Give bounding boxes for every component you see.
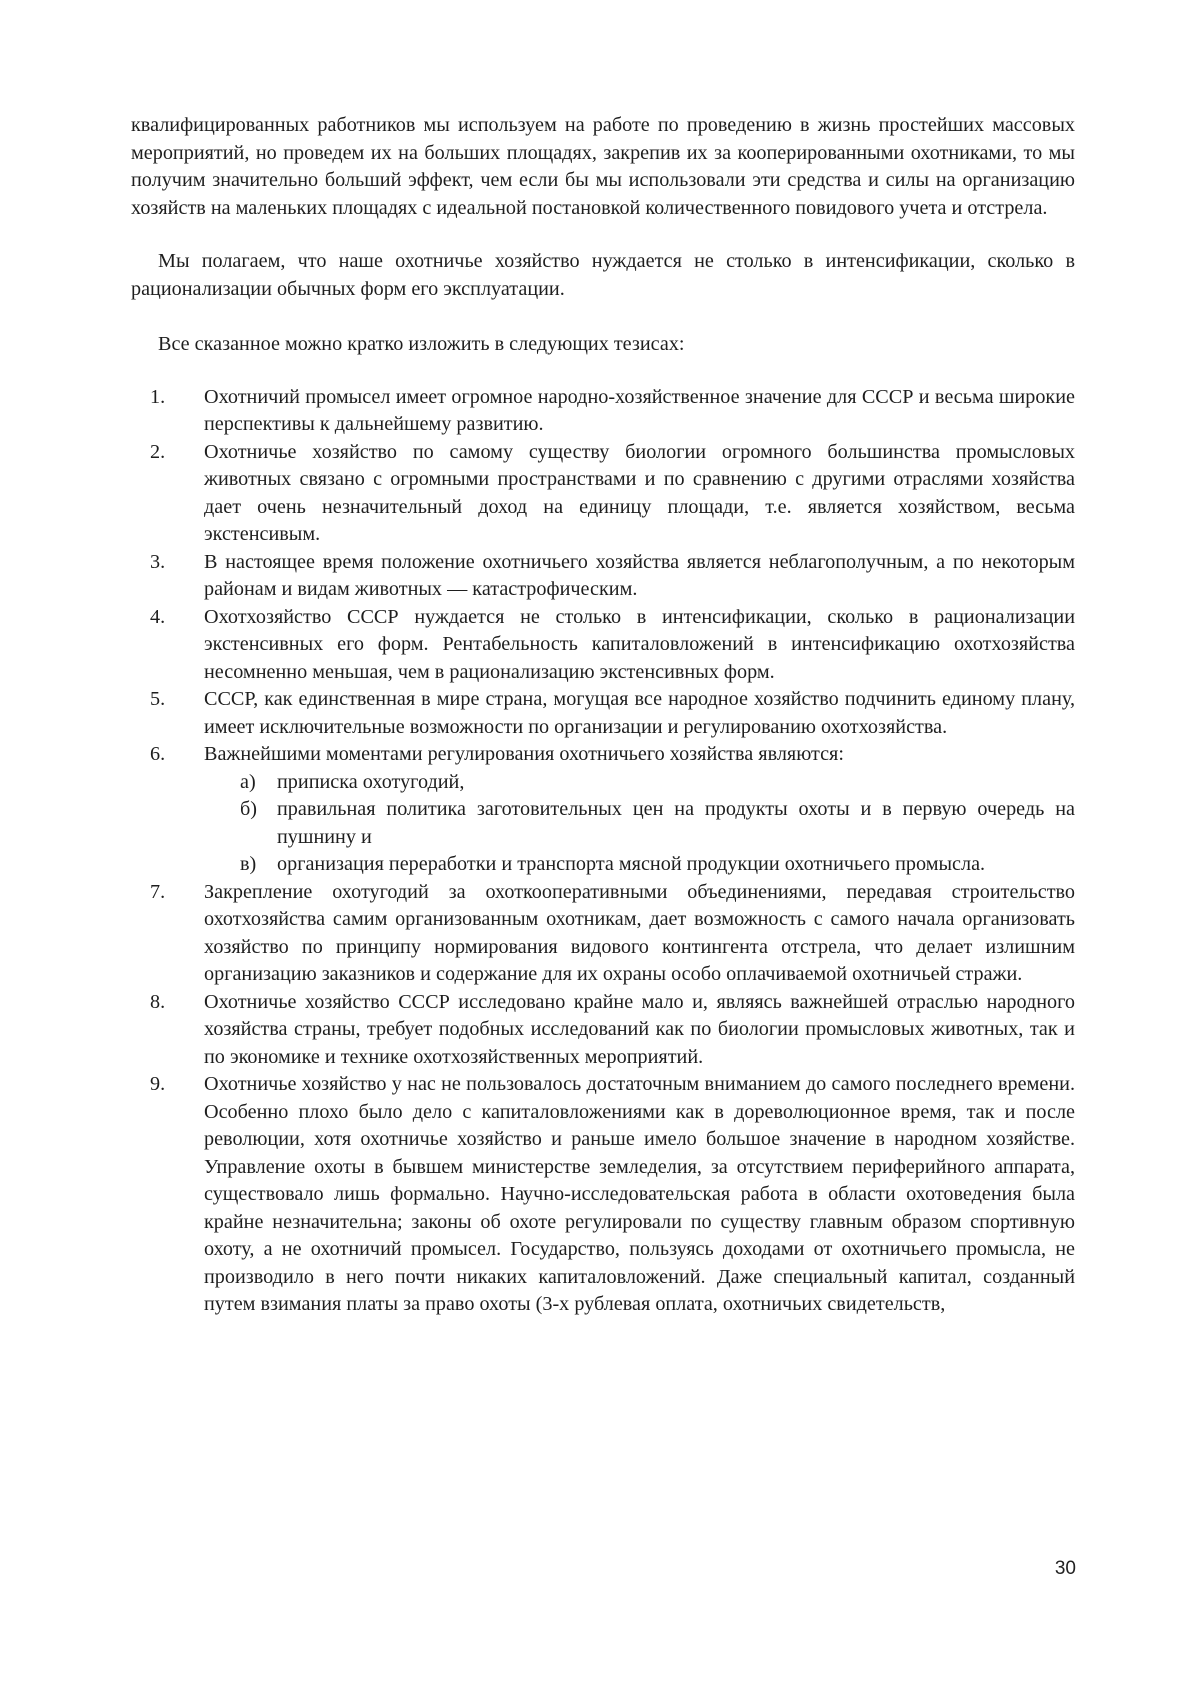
thesis-item — [131, 741, 1075, 879]
thesis-number: 8. — [150, 990, 166, 1013]
thesis-item — [131, 686, 1075, 741]
thesis-number: 6. — [150, 743, 166, 765]
sub-item-text: приписка охотугодий, — [277, 770, 465, 793]
thesis-number: 9. — [150, 1073, 166, 1095]
thesis-number: 4. — [150, 605, 166, 628]
sub-item-text: правильная политика заготовительных цен на продукты охоты и в первую очередь на пушнину и — [277, 798, 1075, 848]
thesis-text: СССР, как единственная в мире страна, могущая все народное хозяйство подчинить единому плану, имеет исключительные возможности по организации и регулированию охотхозяйства. — [204, 688, 1075, 738]
thesis-item — [131, 439, 1075, 549]
thesis-text: Охотхозяйство СССР нуждается не столько в интенсификации, сколько в рационализации экстенсивных его форм. Рентабельность капиталовложений в интенсификацию охотхозяйства несомненно меньшая, чем в рационализацию экстенсивных форм. — [204, 605, 1075, 683]
thesis-number: 7. — [150, 880, 166, 903]
thesis-item — [131, 384, 1075, 439]
thesis-item — [131, 604, 1075, 687]
sub-item — [204, 769, 1075, 797]
sub-item-text: организация переработки и транспорта мясной продукции охотничьего промысла. — [277, 853, 986, 875]
paragraph-continuation: квалифицированных работников мы используем на работе по проведению в жизнь простейших массовых мероприятий, но проведем их на больших площадях, закрепив их за кооперированными охотниками, то мы получим значительно больший эффект, чем если бы мы использовали эти средства и силы на организацию хозяйств на маленьких площадях с идеальной постановкой количественного повидового учета и отстрела. — [131, 114, 1075, 219]
paragraph-theses-intro: Все сказанное можно кратко изложить в следующих тезисах: — [158, 333, 685, 355]
thesis-item — [131, 1071, 1075, 1319]
thesis-item — [131, 989, 1075, 1072]
thesis-number: 2. — [150, 440, 166, 463]
thesis-text: Важнейшими моментами регулирования охотничьего хозяйства являются: — [204, 743, 844, 765]
thesis-item — [131, 549, 1075, 604]
thesis-text: Охотничье хозяйство СССР исследовано крайне мало и, являясь важнейшей отраслью народного хозяйства страны, требует подобных исследований как по биологии промысловых животных, так и по экономике и технике охотхозяйственных мероприятий. — [204, 990, 1075, 1068]
sub-item-marker: в) — [240, 853, 257, 875]
thesis-sublist — [204, 769, 1075, 879]
thesis-text: Охотничий промысел имеет огромное народно-хозяйственное значение для СССР и весьма широкие перспективы к дальнейшему развитию. — [204, 385, 1075, 435]
thesis-text: В настоящее время положение охотничьего хозяйства является неблагополучным, а по некоторым районам и видам животных — катастрофическим. — [204, 550, 1075, 600]
thesis-number: 5. — [150, 688, 166, 710]
thesis-text: Закрепление охотугодий за охоткооперативными объединениями, передавая строительство охотхозяйства самим организованным охотникам, дает возможность с самого начала организовать хозяйство по принципу нормирования видового контингента отстрела, что делает излишним организацию заказников и содержание для их охраны особо оплачиваемой охотничьей стражи. — [204, 880, 1075, 985]
sub-item-marker: б) — [240, 798, 257, 820]
theses-list — [131, 384, 1075, 1319]
sub-item — [204, 796, 1075, 851]
thesis-text: Охотничье хозяйство у нас не пользовалось достаточным вниманием до самого последнего времени. Особенно плохо было дело с капиталовложениями как в дореволюционное время, так и после революции, хотя охотничье хозяйство и раньше имело большое значение в народном хозяйстве. Управление охоты в бывшем министерстве земледелия, за отсутствием периферийного аппарата, существовало лишь формально. Научно-исследовательская работа в области охотоведения была крайне незначительна; законы об охоте регулировали по существу главным образом спортивную охоту, а не охотничий промысел. Государство, пользуясь доходами от охотничьего промысла, не производило в него почти никаких капиталовложений. Даже специальный капитал, созданный путем взимания платы за право охоты (3-х рублевая оплата, охотничьих свидетельств, — [204, 1073, 1075, 1315]
thesis-number: 1. — [150, 385, 166, 408]
paragraph-conclusion: Мы полагаем, что наше охотничье хозяйство нуждается не столько в интенсификации, сколько в рационализации обычных форм его эксплуатации. — [131, 250, 1075, 300]
sub-item-marker: а) — [240, 770, 256, 793]
page-number: 30 — [1054, 1558, 1076, 1579]
thesis-text: Охотничье хозяйство по самому существу биологии огромного большинства промысловых животных связано с огромными пространствами и по сравнению с другими отраслями хозяйства дает очень незначительный доход на единицу площади, т.е. является хозяйством, весьма экстенсивым. — [204, 440, 1075, 545]
sub-item — [204, 851, 1075, 879]
thesis-number: 3. — [150, 550, 166, 573]
thesis-item — [131, 879, 1075, 989]
